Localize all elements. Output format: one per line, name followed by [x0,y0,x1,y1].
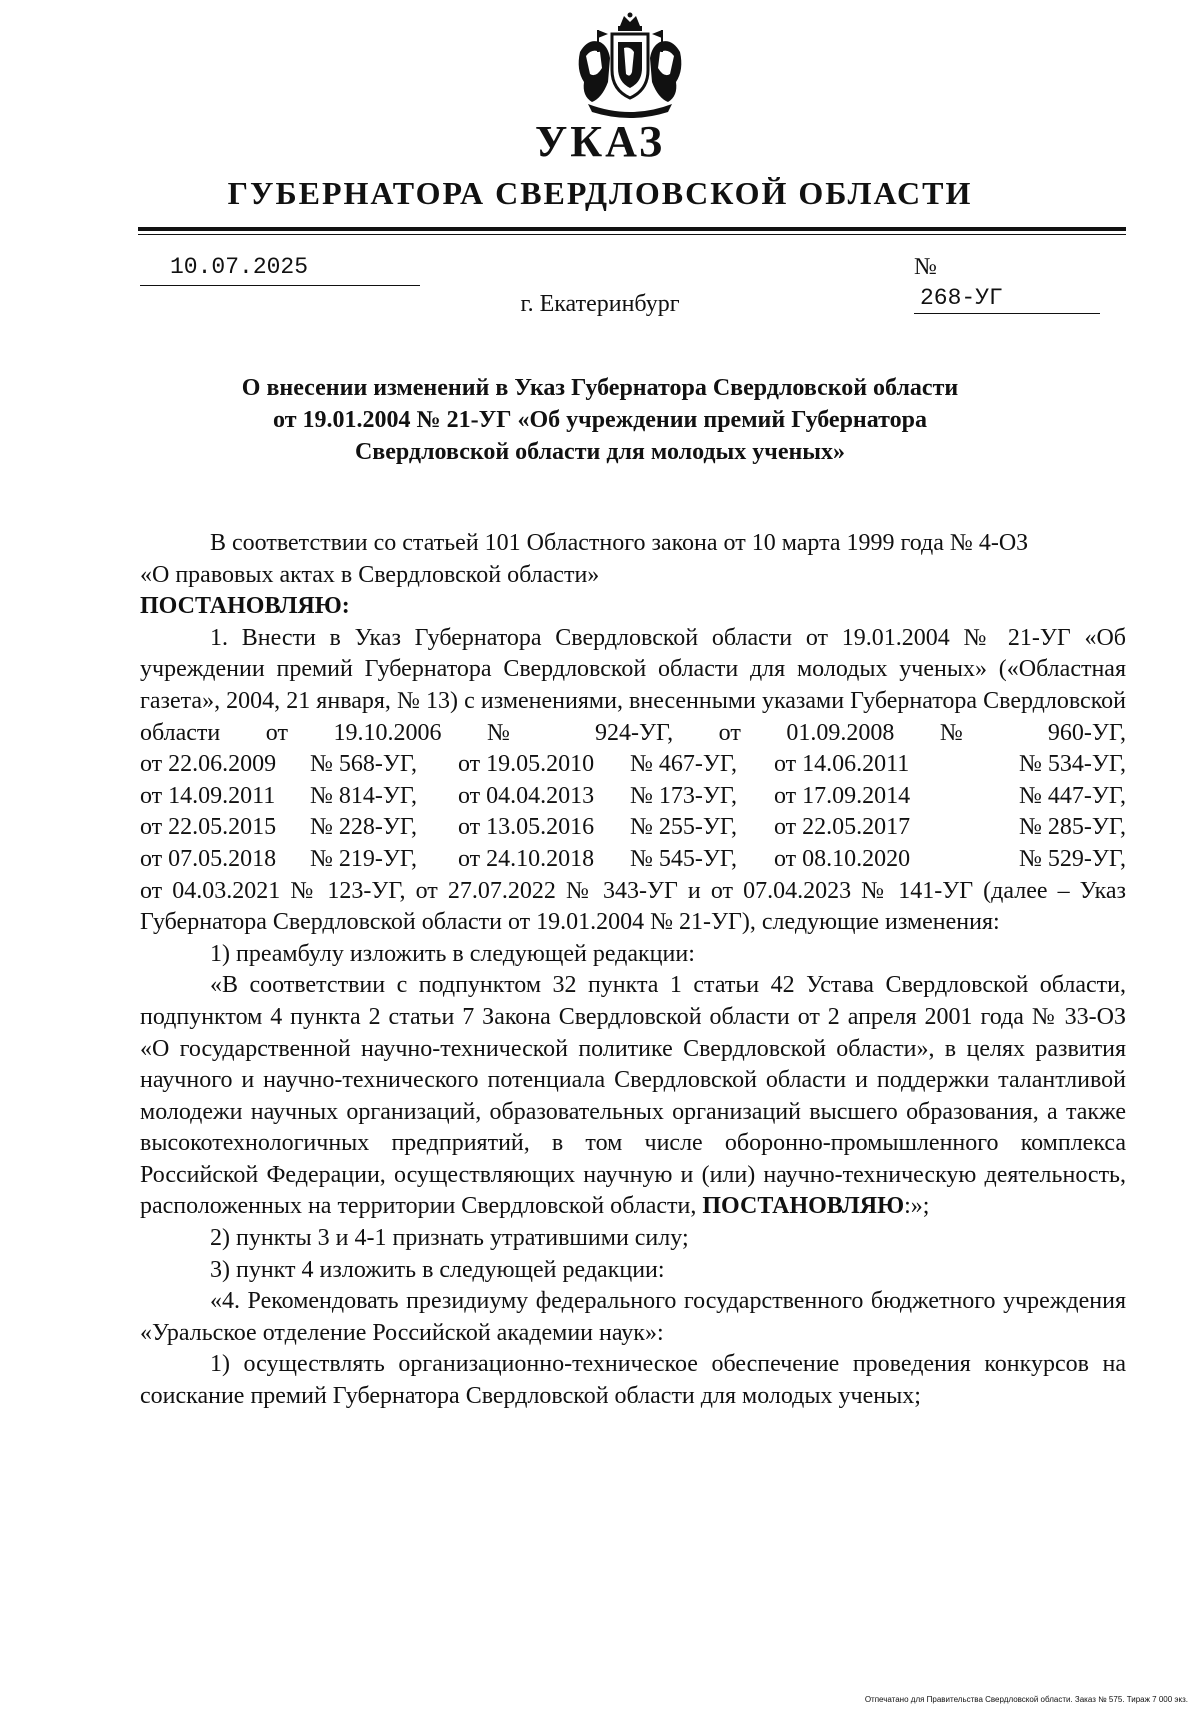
table-row [140,844,1126,876]
coat-of-arms-emblem [568,12,692,120]
subitem-1: 1) преамбулу изложить в следующей редакции: [210,940,695,967]
item-1-continuation: от 04.03.2021 № 123-УГ, от 27.07.2022 № 343-УГ и от 07.04.2023 № 141-УГ (далее – Указ Губернатора Свердловской области от 19.01.2004 № 21-УГ), следующие изменения: [140,877,1126,936]
amendment-date: от 22.06.2009 [140,751,277,778]
document-title [0,372,1200,468]
amendment-number: № 568-УГ, [310,751,418,778]
decree-number-field [914,252,1126,311]
amendment-date: от 04.04.2013 [458,782,595,809]
table-row [140,781,1126,813]
item-1-paragraph: 1. Внести в Указ Губернатора Свердловской области от 19.01.2004 № 21-УГ «Об учреждении премий Губернатора Свердловской области для молодых ученых» («Областная газета», 2004, 21 января, № 13) с изменениями, внесенными указами Губернатора Свердловской области от 19.10.2006 № 924-УГ, от 01.09.2008 № 960-УГ, [140,624,1126,746]
amendment-number: № 447-УГ, [1018,782,1126,809]
subitem-2: 2) пункты 3 и 4-1 признать утратившими силу; [210,1225,689,1252]
amendment-date: от 19.05.2010 [458,751,595,778]
table-row [140,749,1126,781]
decree-date: 10.07.2025 [140,252,420,286]
preamble-decree-word: ПОСТАНОВЛЯЮ [702,1193,905,1220]
amendment-number: № 545-УГ, [630,845,738,872]
decree-number: 268-УГ [914,283,1100,314]
intro-paragraph-line: В соответствии со статьей 101 Областного закона от 10 марта 1999 года № 4-ОЗ [210,530,1029,556]
preamble-tail: :»; [904,1193,930,1220]
amendment-date: от 13.05.2016 [458,814,595,841]
amendment-number: № 228-УГ, [310,814,418,841]
header-divider-thin [138,234,1126,235]
document-body [140,528,1126,1413]
preamble-quote-text: «В соответствии с подпунктом 32 пункта 1 статьи 42 Устава Свердловской области, подпунктом 4 пункта 2 статьи 7 Закона Свердловской области от 2 апреля 2001 года № 33-ОЗ «О государственной научно-технической политике Свердловской области», в целях развития научного и научно-технического потенциала Свердловской области и поддержки талантливой молодежи научных организаций, образовательных организаций высшего образования, а также высокотехнологичных предприятий, в том числе оборонно-промышленного комплекса Российской Федерации, осуществляющих научную и (или) научно-техническую деятельность, расположенных на территории Свердловской области, [140,972,1126,1220]
coat-of-arms-icon [568,12,692,120]
amendment-number: № 173-УГ, [630,782,738,809]
table-row [140,812,1126,844]
number-sign: № [914,254,937,280]
issuer-heading: ГУБЕРНАТОРА СВЕРДЛОВСКОЙ ОБЛАСТИ [227,175,973,211]
amendment-date: от 14.09.2011 [140,782,276,809]
document-type-heading: УКАЗ [534,117,666,166]
amendment-date: от 17.09.2014 [774,782,911,809]
point-4-subitem-1: 1) осуществлять организационно-техническое обеспечение проведения конкурсов на соискание премий Губернатора Свердловской области для молодых ученых; [140,1351,1126,1410]
title-line: от 19.01.2004 № 21-УГ «Об учреждении премий Губернатора [273,407,927,433]
amendment-number: № 534-УГ, [1018,751,1126,778]
amendment-number: № 285-УГ, [1018,814,1126,841]
amendment-date: от 08.10.2020 [774,845,911,872]
amendment-date: от 24.10.2018 [458,845,595,872]
amendment-number: № 219-УГ, [310,845,418,872]
amendment-date: от 14.06.2011 [774,751,910,778]
amendment-date: от 22.05.2017 [774,814,911,841]
amendment-date: от 07.05.2018 [140,845,277,872]
print-footer-note: Отпечатано для Правительства Свердловской области. Заказ № 575. Тираж 7 000 экз. [864,1695,1188,1704]
amendment-date: от 22.05.2015 [140,814,277,841]
amendments-table [140,749,1126,875]
amendment-number: № 814-УГ, [310,782,418,809]
header-divider-thick [138,227,1126,231]
city-name: г. Екатеринбург [520,291,680,317]
title-line: О внесении изменений в Указ Губернатора Свердловской области [241,375,959,401]
point-4-paragraph: «4. Рекомендовать президиуму федерального государственного бюджетного учреждения «Уральское отделение Российской академии наук»: [140,1288,1126,1346]
amendment-number: № 529-УГ, [1018,845,1126,872]
intro-paragraph-line: «О правовых актах в Свердловской области» [140,561,600,588]
title-line: Свердловской области для молодых ученых» [354,439,846,465]
subitem-3: 3) пункт 4 изложить в следующей редакции: [210,1256,665,1283]
preamble-quote [140,970,1126,1223]
amendment-number: № 255-УГ, [630,814,738,841]
decree-word: ПОСТАНОВЛЯЮ: [140,593,350,620]
amendment-number: № 467-УГ, [630,751,738,778]
